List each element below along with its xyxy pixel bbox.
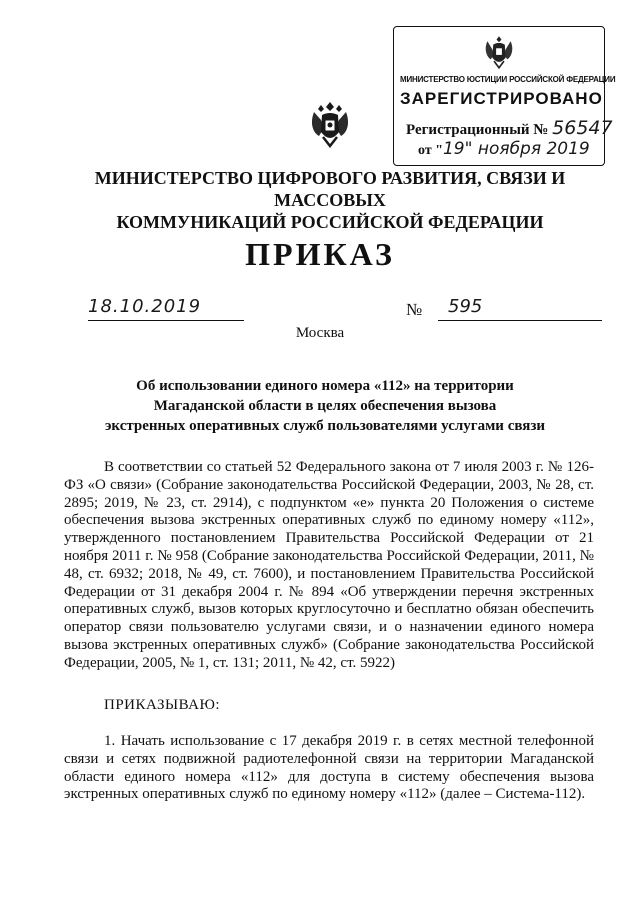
decree-word: ПРИКАЗЫВАЮ:	[104, 697, 221, 713]
subject-line3: экстренных оперативных служб пользователями услугами связи	[104, 418, 546, 434]
stamp-registered-label: ЗАРЕГИСТРИРОВАНО	[400, 89, 603, 108]
stamp-date-handwritten: 19" ноября 2019	[442, 139, 590, 159]
subject-line2: Магаданской области в целях обеспечения вызова	[153, 398, 497, 414]
stamp-registration-row	[406, 117, 613, 139]
order-subject	[80, 376, 570, 436]
registration-stamp	[393, 26, 616, 166]
order-number-line	[438, 296, 602, 321]
order-date-field	[88, 296, 244, 321]
subject-line1: Об использовании единого номера «112» на территории	[136, 378, 514, 394]
ministry-name-line1: МИНИСТЕРСТВО ЦИФРОВОГО РАЗВИТИЯ, СВЯЗИ И МАССОВЫХ	[94, 168, 566, 210]
city-name: Москва	[295, 325, 345, 341]
document-type-title: ПРИКАЗ	[245, 236, 395, 272]
stamp-date-row	[418, 139, 598, 159]
ministry-name-line2: КОММУНИКАЦИЙ РОССИЙСКОЙ ФЕДЕРАЦИИ	[116, 212, 544, 232]
stamp-reg-number: 56547	[552, 117, 613, 139]
coat-of-arms-icon	[482, 33, 516, 71]
stamp-date-prefix: от "	[418, 143, 443, 158]
preamble-paragraph: В соответствии со статьей 52 Федерального закона от 7 июля 2003 г. № 126-ФЗ «О связи» (Собрание законодательства Российской Федерации, 2003, № 28, ст. 2895; 2019, № 23, ст. 2914), с подпунктом «е» пункта 20 Положения о системе обеспечения вызова экстренных оперативных служб по единому номеру «112», утвержденного постановлением Правительства Российской Федерации от 21 ноября 2011 г. № 958 (Собрание законодательства Российской Федерации, 2011, № 48, ст. 6932; 2018, № 49, ст. 7600), и постановлением Правительства Российской Федерации от 31 декабря 2004 г. № 894 «Об утверждении перечня экстренных оперативных служб, вызов которых круглосуточно и бесплатно обязан обеспечить оператор связи пользователю услугами связи, и о назначении единого номера вызова экстренных оперативных служб» (Собрание законодательства Российской Федерации, 2005, № 1, ст. 131; 2011, № 42, ст. 5922)	[64, 459, 594, 671]
number-sign: №	[406, 300, 423, 319]
order-number: 595	[448, 296, 483, 317]
order-date: 18.10.2019	[88, 296, 202, 317]
russian-coat-of-arms-icon	[310, 100, 350, 148]
clause-1-paragraph: 1. Начать использование с 17 декабря 2019 г. в сетях местной телефонной связи и сетях подвижной радиотелефонной связи на территории Магаданской области единого номера «112» для доступа в систему обеспечения вызова экстренных оперативных служб по единому номеру «112» (далее – Система-112).	[64, 733, 594, 803]
stamp-ministry-name: МИНИСТЕРСТВО ЮСТИЦИИ РОССИЙСКОЙ ФЕДЕРАЦИИ	[400, 75, 616, 84]
ministry-name	[60, 167, 600, 233]
order-number-field	[406, 296, 602, 320]
stamp-reg-label: Регистрационный №	[406, 122, 549, 138]
